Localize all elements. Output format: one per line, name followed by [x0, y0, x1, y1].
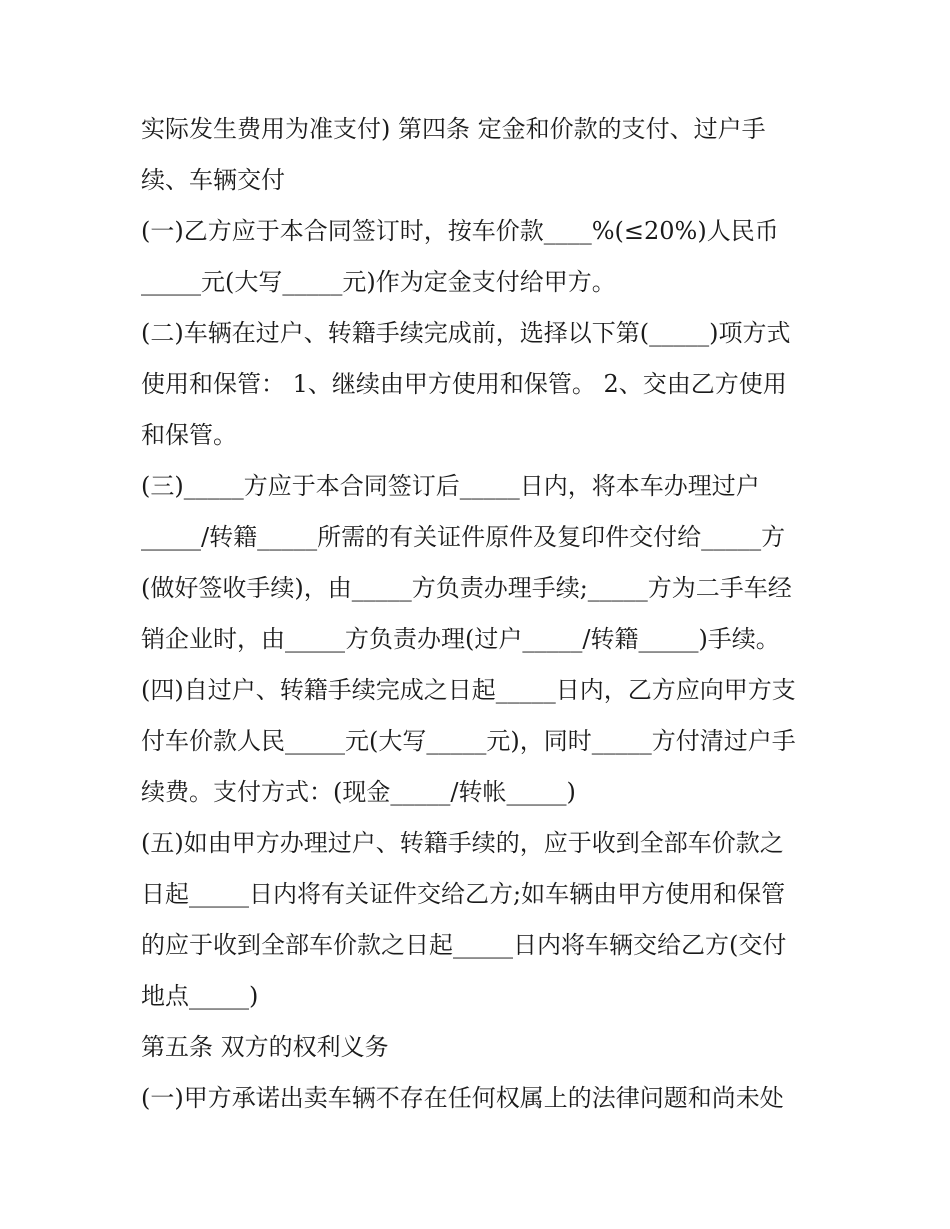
text-line: 和保管。: [141, 421, 237, 449]
text-line: 地点_____): [141, 982, 259, 1010]
section-heading: 第五条 双方的权利义务: [141, 1033, 389, 1061]
text-line: 续、车辆交付: [141, 166, 285, 194]
text-line: (一)乙方应于本合同签订时，按车价款____%(≤20%)人民币: [141, 217, 779, 245]
text-line: (一)甲方承诺出卖车辆不存在任何权属上的法律问题和尚未处: [141, 1084, 784, 1112]
text-line: _____/转籍_____所需的有关证件原件及复印件交付给_____方: [141, 523, 786, 551]
contract-text: [141, 104, 821, 1124]
text-line: 销企业时，由_____方负责办理(过户_____/转籍_____)手续。: [141, 625, 780, 653]
text-line: 续费。支付方式：(现金_____/转帐_____): [141, 778, 576, 806]
text-line: 的应于收到全部车价款之日起_____日内将车辆交给乙方(交付: [141, 931, 787, 959]
text-line: 付车价款人民_____元(大写_____元)，同时_____方付清过户手: [141, 727, 796, 755]
text-line: 使用和保管： 1、继续由甲方使用和保管。 2、交由乙方使用: [141, 370, 787, 398]
text-line: (四)自过户、转籍手续完成之日起_____日内，乙方应向甲方支: [141, 676, 796, 704]
text-line: (做好签收手续)，由_____方负责办理手续;_____方为二手车经: [141, 574, 792, 602]
text-line: (二)车辆在过户、转籍手续完成前，选择以下第(_____)项方式: [141, 319, 791, 347]
text-line: 日起_____日内将有关证件交给乙方;如车辆由甲方使用和保管: [141, 880, 786, 908]
text-line: 实际发生费用为准支付) 第四条 定金和价款的支付、过户手: [141, 115, 766, 143]
text-line: _____元(大写_____元)作为定金支付给甲方。: [141, 268, 616, 296]
text-line: (三)_____方应于本合同签订后_____日内，将本车办理过户: [141, 472, 760, 500]
text-line: (五)如由甲方办理过户、转籍手续的，应于收到全部车价款之: [141, 829, 784, 857]
